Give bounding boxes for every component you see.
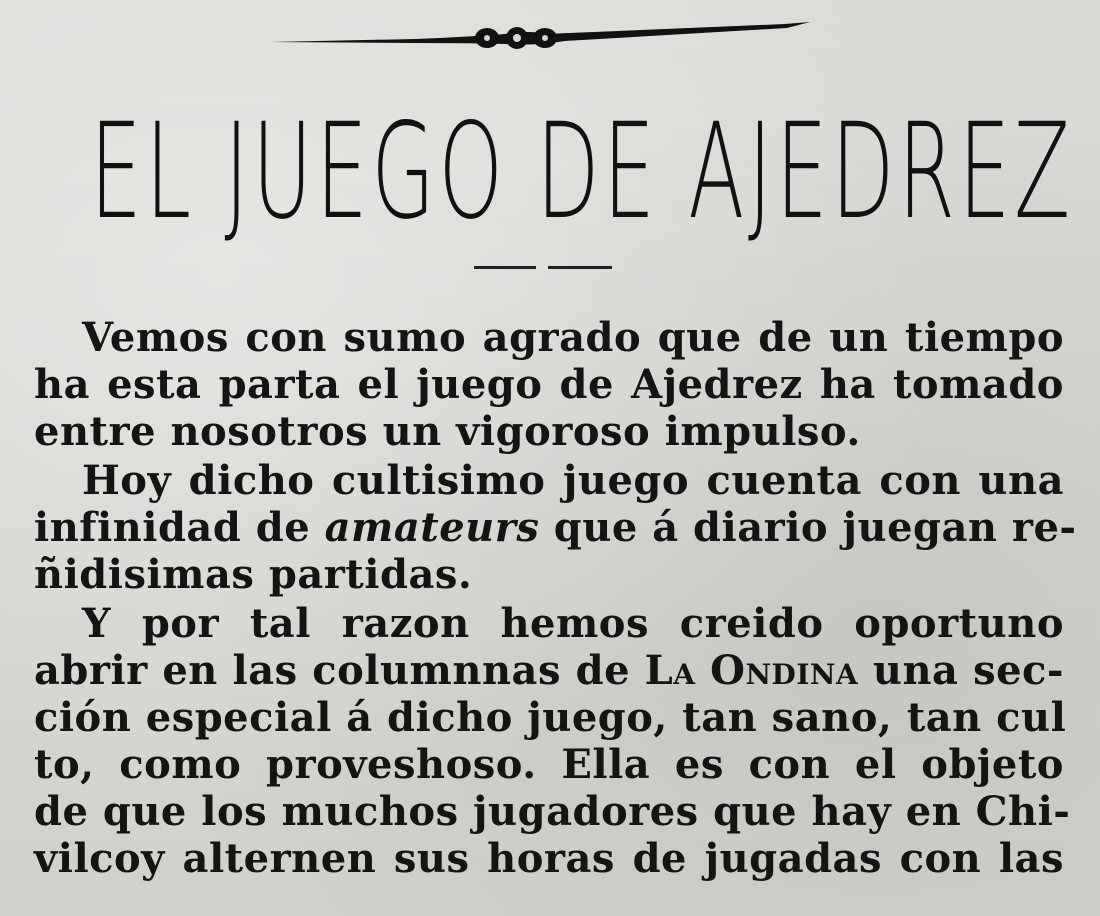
text-line: de que los muchos jugadores que hay en Chi-	[34, 788, 1071, 835]
paragraph-3	[34, 600, 1071, 882]
title-divider-left	[474, 266, 536, 269]
text-line: ñidisimas partidas.	[34, 551, 473, 598]
italic-word: amateurs	[324, 504, 540, 551]
text-segment: abrir en las columnnas de	[34, 647, 645, 694]
text-line-mixed	[34, 647, 1064, 694]
text-line: Vemos con sumo agrado que de un tiempo	[82, 314, 1064, 361]
text-line: ción especial á dicho juego, tan sano, tan cul	[34, 694, 1067, 741]
title-divider-right	[548, 266, 612, 269]
text-segment: una sec-	[858, 647, 1064, 694]
article-title: EL JUEGO DE AJEDREZ	[90, 95, 1074, 249]
text-segment: infinidad de	[34, 504, 325, 551]
text-line: vilcoy alternen sus horas de jugadas con las	[34, 835, 1064, 882]
article-body	[34, 300, 1077, 882]
text-line: to, como proveshoso. Ella es con el objeto	[34, 741, 1064, 788]
text-segment: que á diario juegan re-	[539, 504, 1077, 551]
publication-name: La Ondina	[644, 647, 859, 694]
text-line-mixed	[34, 504, 1077, 551]
text-line: Y por tal razon hemos creido oportuno	[82, 600, 1064, 647]
paragraph-2	[34, 457, 1077, 598]
text-line: Hoy dicho cultisimo juego cuenta con una	[82, 457, 1064, 504]
decorative-rule-icon	[265, 14, 815, 54]
paragraph-1	[34, 314, 1064, 455]
text-line: entre nosotros un vigoroso impulso.	[34, 408, 861, 455]
text-line: ha esta parta el juego de Ajedrez ha tomado	[34, 361, 1064, 408]
